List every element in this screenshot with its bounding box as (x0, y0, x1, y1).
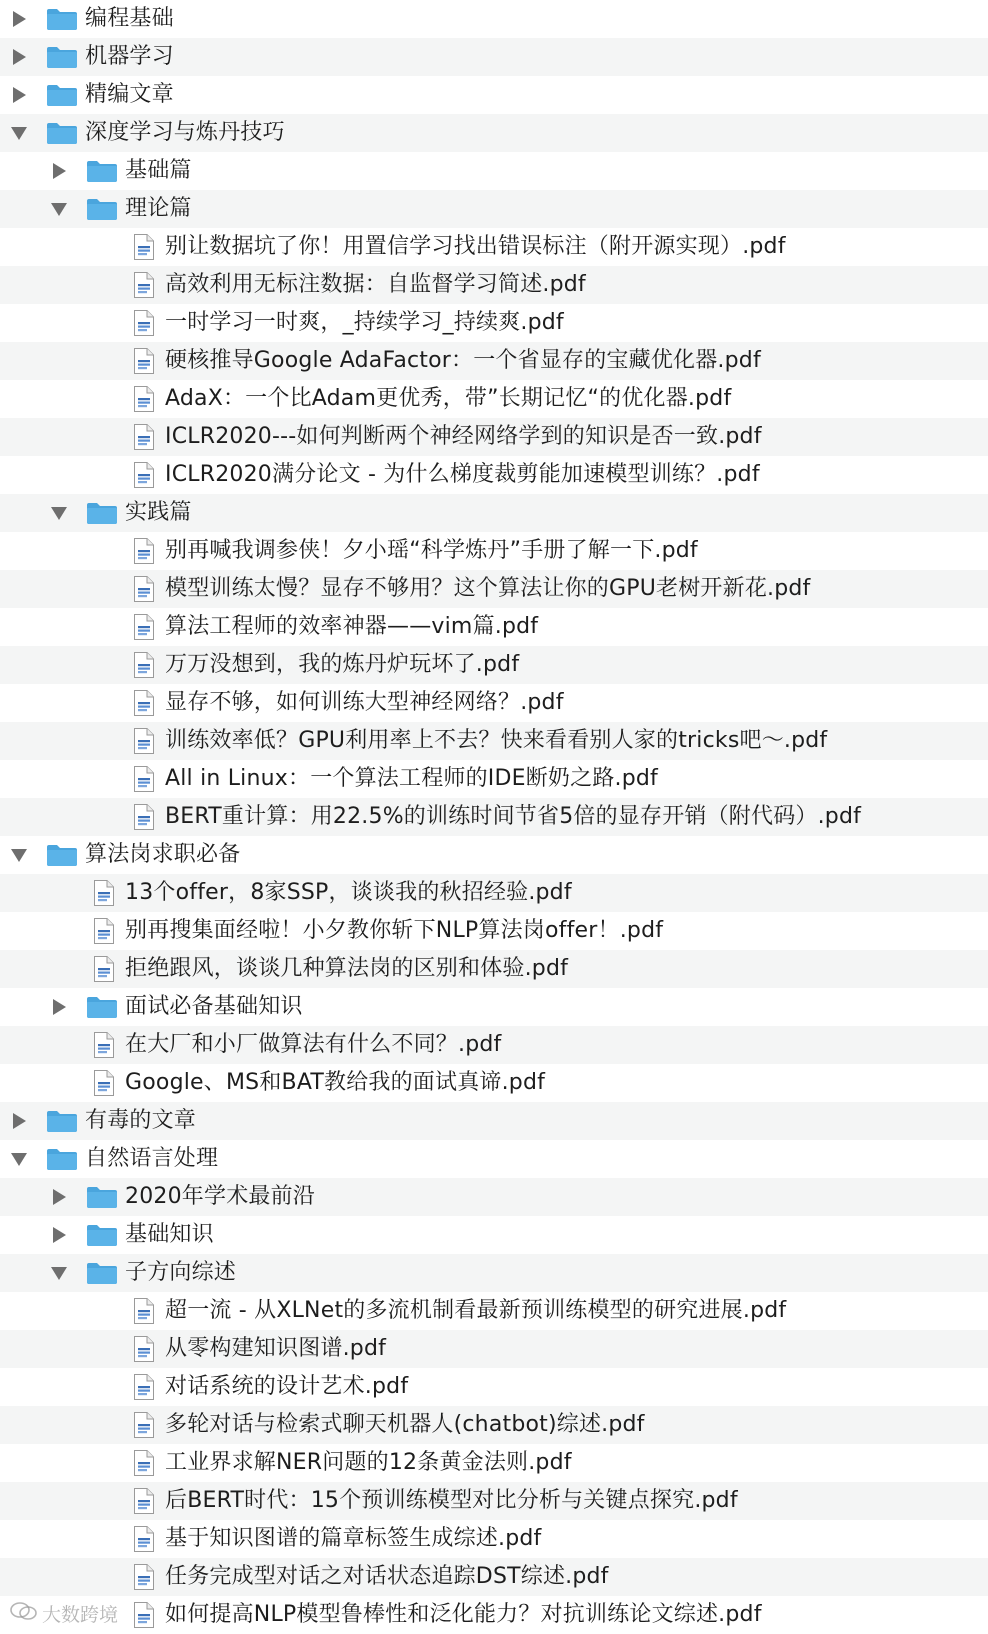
file-row[interactable] (0, 646, 988, 684)
pdf-file-icon (133, 266, 155, 304)
folder-name: 自然语言处理 (85, 1146, 219, 1171)
file-name: 模型训练太慢？显存不够用？这个算法让你的GPU老树开新花.pdf (165, 576, 811, 601)
file-row[interactable] (0, 798, 988, 836)
folder-icon (86, 1178, 118, 1216)
pdf-file-icon (133, 342, 155, 380)
file-name: 万万没想到，我的炼丹炉玩坏了.pdf (165, 652, 520, 677)
disclosure-collapsed-icon[interactable] (9, 1102, 29, 1140)
disclosure-expanded-icon[interactable] (49, 1254, 69, 1292)
folder-icon (86, 190, 118, 228)
pdf-file-icon (133, 646, 155, 684)
folder-icon (86, 152, 118, 190)
folder-name: 子方向综述 (125, 1260, 237, 1285)
folder-row[interactable] (0, 1254, 988, 1292)
file-row[interactable] (0, 342, 988, 380)
file-name: 在大厂和小厂做算法有什么不同？.pdf (125, 1032, 502, 1057)
folder-name: 深度学习与炼丹技巧 (85, 120, 285, 145)
file-row[interactable] (0, 722, 988, 760)
folder-row[interactable] (0, 1178, 988, 1216)
pdf-file-icon (133, 1330, 155, 1368)
folder-name: 有毒的文章 (85, 1108, 197, 1133)
folder-name: 基础知识 (125, 1222, 214, 1247)
file-row[interactable] (0, 912, 988, 950)
folder-name: 精编文章 (85, 82, 174, 107)
file-name: Google、MS和BAT教给我的面试真谛.pdf (125, 1070, 546, 1095)
pdf-file-icon (133, 722, 155, 760)
pdf-file-icon (93, 950, 115, 988)
folder-row[interactable] (0, 0, 988, 38)
disclosure-collapsed-icon[interactable] (9, 38, 29, 76)
folder-icon (46, 38, 78, 76)
pdf-file-icon (133, 1596, 155, 1634)
folder-icon (86, 988, 118, 1026)
file-row[interactable] (0, 1026, 988, 1064)
file-row[interactable] (0, 684, 988, 722)
file-name: All in Linux：一个算法工程师的IDE断奶之路.pdf (165, 766, 658, 791)
folder-name: 理论篇 (125, 196, 192, 221)
folder-row[interactable] (0, 494, 988, 532)
file-name: 如何提高NLP模型鲁棒性和泛化能力？对抗训练论文综述.pdf (165, 1602, 762, 1627)
folder-icon (86, 1254, 118, 1292)
file-row[interactable] (0, 1482, 988, 1520)
pdf-file-icon (93, 912, 115, 950)
file-row[interactable] (0, 1330, 988, 1368)
file-name: 后BERT时代：15个预训练模型对比分析与关键点探究.pdf (165, 1488, 738, 1513)
disclosure-expanded-icon[interactable] (49, 190, 69, 228)
folder-name: 2020年学术最前沿 (125, 1184, 315, 1209)
file-name: 多轮对话与检索式聊天机器人(chatbot)综述.pdf (165, 1412, 645, 1437)
file-name: 工业界求解NER问题的12条黄金法则.pdf (165, 1450, 572, 1475)
disclosure-expanded-icon[interactable] (9, 114, 29, 152)
pdf-file-icon (133, 570, 155, 608)
pdf-file-icon (133, 798, 155, 836)
file-row[interactable] (0, 266, 988, 304)
file-row[interactable] (0, 304, 988, 342)
file-name: 别再喊我调参侠！夕小瑶“科学炼丹”手册了解一下.pdf (165, 538, 698, 563)
file-row[interactable] (0, 1368, 988, 1406)
folder-icon (46, 114, 78, 152)
file-row[interactable] (0, 228, 988, 266)
pdf-file-icon (133, 304, 155, 342)
folder-name: 面试必备基础知识 (125, 994, 303, 1019)
file-name: 别再搜集面经啦！小夕教你斩下NLP算法岗offer！.pdf (125, 918, 664, 943)
pdf-file-icon (133, 1406, 155, 1444)
file-row[interactable] (0, 380, 988, 418)
folder-name: 机器学习 (85, 44, 174, 69)
folder-icon (46, 836, 78, 874)
file-name: 任务完成型对话之对话状态追踪DST综述.pdf (165, 1564, 609, 1589)
pdf-file-icon (133, 608, 155, 646)
folder-name: 基础篇 (125, 158, 192, 183)
pdf-file-icon (133, 1292, 155, 1330)
folder-row[interactable] (0, 1216, 988, 1254)
disclosure-expanded-icon[interactable] (9, 836, 29, 874)
file-name: AdaX：一个比Adam更优秀，带”长期记忆“的优化器.pdf (165, 386, 732, 411)
file-row[interactable] (0, 950, 988, 988)
pdf-file-icon (133, 1520, 155, 1558)
folder-icon (86, 1216, 118, 1254)
folder-icon (46, 76, 78, 114)
pdf-file-icon (133, 684, 155, 722)
folder-name: 实践篇 (125, 500, 192, 525)
watermark-text: 大数跨境 (42, 1603, 119, 1626)
file-name: 硬核推导Google AdaFactor：一个省显存的宝藏优化器.pdf (165, 348, 761, 373)
file-name: BERT重计算：用22.5%的训练时间节省5倍的显存开销（附代码）.pdf (165, 804, 862, 829)
disclosure-collapsed-icon[interactable] (9, 76, 29, 114)
file-name: 拒绝跟风，谈谈几种算法岗的区别和体验.pdf (125, 956, 569, 981)
file-name: 基于知识图谱的篇章标签生成综述.pdf (165, 1526, 542, 1551)
file-name: 训练效率低？GPU利用率上不去？快来看看别人家的tricks吧～.pdf (165, 728, 828, 753)
file-row[interactable] (0, 570, 988, 608)
folder-row[interactable] (0, 1140, 988, 1178)
file-row[interactable] (0, 1558, 988, 1596)
file-name: 显存不够，如何训练大型神经网络？.pdf (165, 690, 564, 715)
file-row[interactable] (0, 1064, 988, 1102)
folder-name: 算法岗求职必备 (85, 842, 241, 867)
folder-icon (46, 0, 78, 38)
file-name: ICLR2020满分论文 - 为什么梯度裁剪能加速模型训练？.pdf (165, 462, 760, 487)
file-row[interactable] (0, 1292, 988, 1330)
disclosure-collapsed-icon[interactable] (9, 0, 29, 38)
folder-row[interactable] (0, 76, 988, 114)
file-name: 别让数据坑了你！用置信学习找出错误标注（附开源实现）.pdf (165, 234, 786, 259)
folder-row[interactable] (0, 988, 988, 1026)
folder-row[interactable] (0, 836, 988, 874)
pdf-file-icon (93, 1064, 115, 1102)
file-name: 算法工程师的效率神器——vim篇.pdf (165, 614, 539, 639)
pdf-file-icon (133, 418, 155, 456)
disclosure-expanded-icon[interactable] (9, 1140, 29, 1178)
folder-icon (86, 494, 118, 532)
folder-name: 编程基础 (85, 6, 174, 31)
file-row[interactable] (0, 608, 988, 646)
file-row[interactable] (0, 874, 988, 912)
pdf-file-icon (133, 532, 155, 570)
pdf-file-icon (133, 456, 155, 494)
folder-row[interactable] (0, 190, 988, 228)
file-name: 13个offer，8家SSP，谈谈我的秋招经验.pdf (125, 880, 572, 905)
file-row[interactable] (0, 532, 988, 570)
folder-row[interactable] (0, 38, 988, 76)
file-row[interactable] (0, 1444, 988, 1482)
file-row[interactable] (0, 760, 988, 798)
file-name: 高效利用无标注数据：自监督学习简述.pdf (165, 272, 586, 297)
file-row[interactable] (0, 1520, 988, 1558)
disclosure-collapsed-icon[interactable] (49, 152, 69, 190)
folder-icon (46, 1140, 78, 1178)
file-name: 对话系统的设计艺术.pdf (165, 1374, 409, 1399)
disclosure-collapsed-icon[interactable] (49, 1178, 69, 1216)
folder-row[interactable] (0, 114, 988, 152)
pdf-file-icon (133, 1368, 155, 1406)
disclosure-expanded-icon[interactable] (49, 494, 69, 532)
file-name: ICLR2020---如何判断两个神经网络学到的知识是否一致.pdf (165, 424, 762, 449)
file-row[interactable] (0, 1596, 988, 1634)
disclosure-collapsed-icon[interactable] (49, 988, 69, 1026)
pdf-file-icon (133, 1444, 155, 1482)
file-name: 从零构建知识图谱.pdf (165, 1336, 387, 1361)
pdf-file-icon (133, 228, 155, 266)
disclosure-collapsed-icon[interactable] (49, 1216, 69, 1254)
pdf-file-icon (133, 380, 155, 418)
file-row[interactable] (0, 418, 988, 456)
folder-icon (46, 1102, 78, 1140)
file-name: 一时学习一时爽，_持续学习_持续爽.pdf (165, 310, 564, 335)
file-name: 超一流 - 从XLNet的多流机制看最新预训练模型的研究进展.pdf (165, 1298, 787, 1323)
pdf-file-icon (133, 1482, 155, 1520)
file-row[interactable] (0, 1406, 988, 1444)
pdf-file-icon (133, 1558, 155, 1596)
pdf-file-icon (93, 874, 115, 912)
file-row[interactable] (0, 456, 988, 494)
pdf-file-icon (133, 760, 155, 798)
folder-row[interactable] (0, 152, 988, 190)
pdf-file-icon (93, 1026, 115, 1064)
folder-row[interactable] (0, 1102, 988, 1140)
